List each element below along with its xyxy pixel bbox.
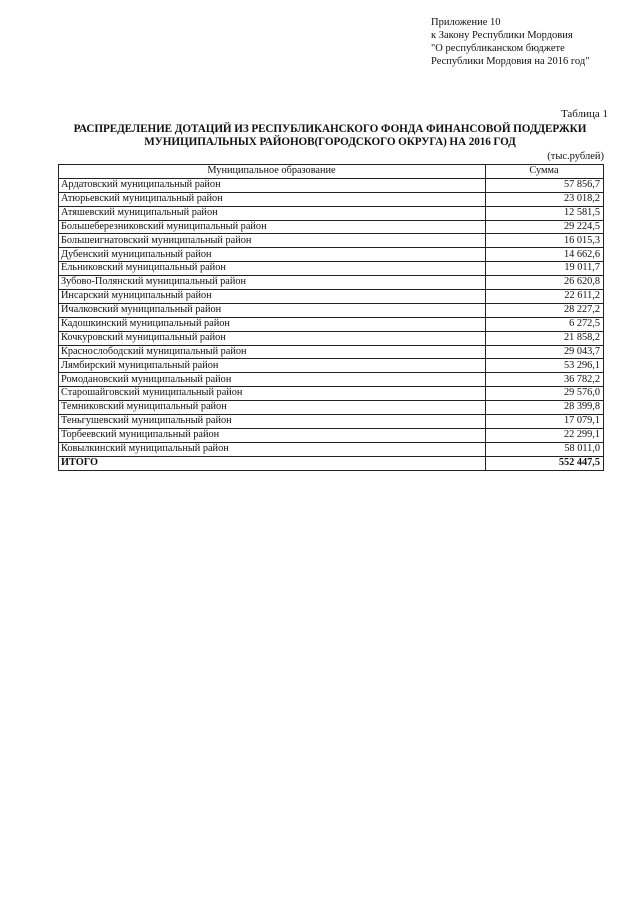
table-row [59,262,604,276]
table-row [59,345,604,359]
municipality-name: Теньгушевский муниципальный район [59,415,486,429]
municipality-name: Большеигнатовский муниципальный район [59,234,486,248]
table-row [59,248,604,262]
column-header-municipality: Муниципальное образование [59,165,486,179]
municipality-name: Большеберезниковский муниципальный район [59,220,486,234]
subsidy-amount: 14 662,6 [486,248,604,262]
municipality-name: Инсарский муниципальный район [59,290,486,304]
table-row [59,331,604,345]
municipality-name: Ардатовский муниципальный район [59,178,486,192]
municipality-name: Ромодановский муниципальный район [59,373,486,387]
table-row [59,317,604,331]
subsidy-amount: 28 227,2 [486,303,604,317]
municipality-name: Ковылкинский муниципальный район [59,442,486,456]
subsidy-amount: 36 782,2 [486,373,604,387]
municipality-name: ИТОГО [59,456,486,470]
table-row [59,178,604,192]
table-row [59,220,604,234]
table-row [59,428,604,442]
table-row [59,401,604,415]
municipality-name: Ельниковский муниципальный район [59,262,486,276]
table-row [59,192,604,206]
municipality-name: Краснослободский муниципальный район [59,345,486,359]
appendix-line: к Закону Республики Мордовия [431,30,573,41]
municipality-name: Атюрьевский муниципальный район [59,192,486,206]
appendix-line: Республики Мордовия на 2016 год" [431,56,590,67]
appendix-line: Приложение 10 [431,17,501,28]
municipality-name: Дубенский муниципальный район [59,248,486,262]
subsidy-amount: 6 272,5 [486,317,604,331]
subsidy-amount: 12 581,5 [486,206,604,220]
table-row [59,373,604,387]
municipality-name: Торбеевский муниципальный район [59,428,486,442]
table-row [59,290,604,304]
subsidy-amount: 552 447,5 [486,456,604,470]
table-body [59,178,604,470]
subsidy-amount: 29 224,5 [486,220,604,234]
table-row [59,206,604,220]
table-row [59,303,604,317]
column-header-sum: Сумма [486,165,604,179]
subsidy-amount: 21 858,2 [486,331,604,345]
subsidy-amount: 26 620,8 [486,276,604,290]
municipality-name: Кочкуровский муниципальный район [59,331,486,345]
table-row [59,415,604,429]
table-number: Таблица 1 [560,108,608,120]
table-row [59,387,604,401]
subsidy-amount: 29 043,7 [486,345,604,359]
subsidy-amount: 19 011,7 [486,262,604,276]
municipality-name: Зубово-Полянский муниципальный район [59,276,486,290]
municipality-name: Кадошкинский муниципальный район [59,317,486,331]
subsidy-amount: 23 018,2 [486,192,604,206]
title-line: МУНИЦИПАЛЬНЫХ РАЙОНОВ(ГОРОДСКОГО ОКРУГА) НА 2016 ГОД [144,136,516,148]
table-total-row [59,456,604,470]
table-row [59,442,604,456]
municipality-name: Темниковский муниципальный район [59,401,486,415]
subsidy-table [58,164,604,471]
subsidy-amount: 22 611,2 [486,290,604,304]
title-line: РАСПРЕДЕЛЕНИЕ ДОТАЦИЙ ИЗ РЕСПУБЛИКАНСКОГО ФОНДА ФИНАНСОВОЙ ПОДДЕРЖКИ [73,123,587,135]
municipality-name: Старошайговский муниципальный район [59,387,486,401]
table-row [59,234,604,248]
subsidy-amount: 57 856,7 [486,178,604,192]
subsidy-amount: 16 015,3 [486,234,604,248]
units-note: (тыс.рублей) [547,151,604,162]
table-row [59,359,604,373]
municipality-name: Атяшевский муниципальный район [59,206,486,220]
municipality-name: Лямбирский муниципальный район [59,359,486,373]
subsidy-amount: 22 299,1 [486,428,604,442]
subsidy-amount: 29 576,0 [486,387,604,401]
appendix-reference [431,16,590,68]
subsidy-amount: 17 079,1 [486,415,604,429]
municipality-name: Ичалковский муниципальный район [59,303,486,317]
table-row [59,276,604,290]
subsidy-amount: 53 296,1 [486,359,604,373]
table-header-row [59,165,604,179]
document-title [60,123,600,149]
appendix-line: "О республиканском бюджете [431,43,565,54]
subsidy-amount: 58 011,0 [486,442,604,456]
subsidy-amount: 28 399,8 [486,401,604,415]
